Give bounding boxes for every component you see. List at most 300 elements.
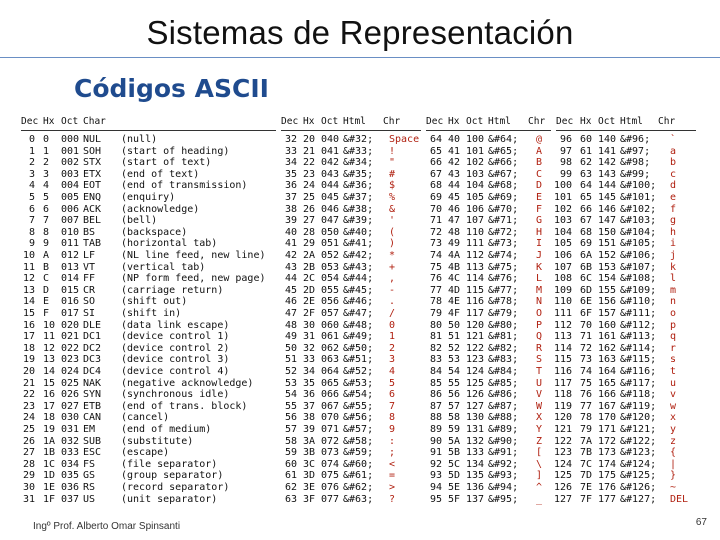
- table-cell: 171: [598, 424, 617, 435]
- table-row: [553, 284, 696, 297]
- table-cell: 46: [284, 296, 297, 308]
- table-cell: 046: [321, 203, 340, 215]
- table-cell: 121: [553, 424, 572, 435]
- table-cell: FS: [83, 458, 96, 470]
- table-cell: &#121;: [620, 424, 657, 435]
- table-row: [553, 470, 696, 482]
- table-cell: 111: [466, 238, 485, 250]
- table-cell: 54: [284, 389, 297, 401]
- table-cell: 14: [43, 366, 56, 377]
- table-row: [426, 238, 551, 250]
- table-cell: 2C: [303, 273, 316, 285]
- table-cell: &#53;: [343, 377, 374, 389]
- table-cell: 117: [553, 377, 572, 389]
- header-cell: Hx: [580, 116, 592, 127]
- table-row: [281, 262, 421, 274]
- table-cell: &#36;: [343, 180, 374, 192]
- table-cell: 60: [580, 134, 593, 145]
- table-cell: 107: [553, 261, 572, 273]
- table-cell: 126: [553, 482, 572, 493]
- table-cell: 13: [43, 354, 56, 366]
- table-cell: 61: [284, 470, 297, 482]
- table-row: [553, 180, 696, 192]
- table-cell: &#112;: [620, 319, 657, 331]
- table-header: [281, 116, 421, 131]
- table-cell: 2F: [303, 308, 316, 319]
- table-cell: 100: [466, 134, 485, 145]
- table-cell: 175: [598, 470, 617, 482]
- table-cell: (file separator): [121, 458, 218, 470]
- table-cell: &#107;: [620, 261, 657, 273]
- table-cell: 174: [598, 458, 617, 470]
- table-cell: 050: [321, 226, 340, 238]
- table-cell: 010: [61, 226, 80, 238]
- table-cell: 004: [61, 180, 80, 192]
- table-cell: 124: [466, 366, 485, 377]
- table-row: [281, 296, 421, 308]
- table-cell: 016: [61, 296, 80, 308]
- header-cell: Chr: [383, 116, 401, 127]
- table-cell: &#51;: [343, 354, 374, 366]
- table-cell: 6D: [580, 284, 593, 296]
- table-cell: Y: [536, 424, 543, 435]
- table-cell: 056: [321, 296, 340, 308]
- table-cell: &: [389, 203, 396, 215]
- table-cell: 063: [321, 354, 340, 366]
- table-cell: 6F: [580, 308, 593, 319]
- table-cell: CAN: [83, 412, 102, 424]
- table-cell: 7B: [580, 447, 593, 459]
- table-cell: 003: [61, 168, 80, 180]
- table-row: [281, 482, 421, 494]
- table-row: [553, 273, 696, 285]
- table-cell: &#68;: [488, 180, 519, 192]
- table-cell: 71: [429, 215, 442, 227]
- table-cell: 000: [61, 134, 80, 145]
- table-row: [281, 285, 421, 297]
- table-cell: &#72;: [488, 226, 519, 238]
- table-cell: 165: [598, 377, 617, 389]
- table-cell: &#127;: [620, 493, 657, 505]
- ascii-table: [21, 116, 696, 516]
- table-row: [281, 320, 421, 332]
- table-cell: 21: [303, 145, 316, 157]
- table-cell: 020: [61, 319, 80, 331]
- table-cell: &#90;: [488, 435, 519, 447]
- table-cell: 012: [61, 250, 80, 261]
- table-cell: n: [670, 296, 677, 308]
- table-row: [553, 192, 696, 204]
- table-cell: 33: [303, 354, 316, 366]
- table-cell: &#57;: [343, 424, 374, 435]
- table-cell: &#46;: [343, 296, 374, 308]
- table-row: [553, 250, 696, 262]
- table-row: [426, 146, 551, 158]
- table-row: [281, 146, 421, 158]
- table-cell: &#49;: [343, 331, 374, 343]
- table-cell: 4F: [448, 308, 461, 319]
- table-cell: 015: [61, 284, 80, 296]
- table-cell: 73: [580, 354, 593, 366]
- table-cell: 62: [580, 157, 593, 169]
- table-cell: 87: [429, 400, 442, 412]
- table-cell: 22: [303, 157, 316, 169]
- table-cell: 101: [553, 192, 572, 203]
- table-cell: EM: [83, 424, 96, 435]
- table-cell: <: [389, 458, 396, 470]
- table-cell: (end of medium): [121, 424, 212, 435]
- table-cell: &#116;: [620, 366, 657, 377]
- table-cell: 99: [559, 168, 572, 180]
- table-row: [281, 169, 421, 181]
- table-cell: &#88;: [488, 412, 519, 424]
- table-cell: &#98;: [620, 157, 651, 169]
- table-cell: 28: [22, 458, 35, 470]
- table-cell: 071: [321, 424, 340, 435]
- table-cell: &#108;: [620, 273, 657, 285]
- table-row: [21, 470, 276, 482]
- table-cell: 105: [466, 192, 485, 203]
- table-cell: ^: [536, 482, 543, 493]
- table-row: [21, 331, 276, 343]
- table-cell: 116: [466, 296, 485, 308]
- table-cell: 146: [598, 203, 617, 215]
- table-cell: 59: [448, 424, 461, 435]
- table-cell: 5E: [448, 482, 461, 493]
- header-cell: Html: [343, 116, 366, 127]
- table-cell: 54: [448, 366, 461, 377]
- table-cell: (shift out): [121, 296, 188, 308]
- table-cell: 101: [466, 145, 485, 157]
- table-cell: &#119;: [620, 400, 657, 412]
- table-cell: 12: [43, 342, 56, 354]
- table-cell: 132: [466, 435, 485, 447]
- table-cell: 3A: [303, 435, 316, 447]
- table-cell: M: [536, 284, 543, 296]
- table-cell: |: [670, 458, 677, 470]
- table-cell: (carriage return): [121, 284, 224, 296]
- table-cell: &#102;: [620, 203, 657, 215]
- table-cell: 27: [303, 215, 316, 227]
- table-cell: 125: [553, 470, 572, 482]
- table-cell: (device control 3): [121, 354, 230, 366]
- table-cell: (end of trans. block): [121, 400, 248, 412]
- table-cell: (bell): [121, 215, 158, 227]
- table-cell: 79: [580, 424, 593, 435]
- table-cell: e: [670, 192, 677, 203]
- table-row: [426, 250, 551, 262]
- table-cell: &#48;: [343, 319, 374, 331]
- table-row: [21, 412, 276, 424]
- table-cell: 9: [389, 424, 396, 435]
- table-cell: 166: [598, 389, 617, 401]
- table-cell: 4B: [448, 261, 461, 273]
- table-row: [426, 227, 551, 239]
- table-cell: (record separator): [121, 482, 230, 493]
- table-cell: 122: [466, 342, 485, 354]
- table-row: [281, 180, 421, 192]
- table-cell: 1D: [43, 470, 56, 482]
- table-cell: 045: [321, 192, 340, 203]
- table-cell: (escape): [121, 447, 170, 459]
- table-cell: (cancel): [121, 412, 170, 424]
- table-cell: /: [389, 308, 396, 319]
- table-cell: DC3: [83, 354, 102, 366]
- table-row: [281, 215, 421, 227]
- table-cell: SO: [83, 296, 96, 308]
- table-cell: 52: [448, 342, 461, 354]
- table-cell: 76: [580, 389, 593, 401]
- table-cell: (end of text): [121, 168, 200, 180]
- table-cell: 96: [559, 134, 572, 145]
- table-cell: 63: [580, 168, 593, 180]
- table-row: [21, 157, 276, 169]
- table-cell: 49: [284, 331, 297, 343]
- table-cell: 14: [22, 296, 35, 308]
- table-cell: 035: [61, 470, 80, 482]
- table-cell: NAK: [83, 377, 102, 389]
- table-header: [556, 116, 696, 131]
- table-cell: y: [670, 424, 677, 435]
- table-cell: &#126;: [620, 482, 657, 493]
- footer-author: Ingº Prof. Alberto Omar Spinsanti: [33, 521, 181, 532]
- table-cell: 21: [22, 377, 35, 389]
- table-row: [553, 319, 696, 332]
- table-cell: h: [670, 226, 677, 238]
- table-row: [281, 494, 421, 506]
- table-cell: &#124;: [620, 458, 657, 470]
- table-cell: f: [670, 203, 677, 215]
- table-cell: &#56;: [343, 412, 374, 424]
- table-cell: &#69;: [488, 192, 519, 203]
- table-cell: 141: [598, 145, 617, 157]
- header-cell: Oct: [61, 116, 79, 127]
- table-row: [281, 436, 421, 448]
- table-cell: 120: [553, 412, 572, 424]
- table-cell: U: [536, 377, 543, 389]
- table-cell: S: [536, 354, 543, 366]
- table-cell: 57: [448, 400, 461, 412]
- table-cell: &#99;: [620, 168, 651, 180]
- table-cell: 32: [284, 134, 297, 145]
- table-cell: &#40;: [343, 226, 374, 238]
- table-cell: B: [536, 157, 543, 169]
- table-cell: 123: [466, 354, 485, 366]
- table-cell: ~: [670, 482, 677, 493]
- table-cell: 154: [598, 273, 617, 285]
- table-cell: %: [389, 192, 396, 203]
- table-cell: 125: [466, 377, 485, 389]
- table-cell: O: [536, 308, 543, 319]
- table-cell: &#62;: [343, 482, 374, 493]
- table-cell: a: [670, 145, 677, 157]
- table-cell: &#82;: [488, 342, 519, 354]
- table-cell: b: [670, 157, 677, 169]
- table-cell: 7A: [580, 435, 593, 447]
- table-cell: 45: [448, 192, 461, 203]
- table-row: [426, 470, 551, 482]
- table-row: [281, 389, 421, 401]
- table-row: [21, 227, 276, 239]
- table-row: [426, 331, 551, 343]
- table-cell: 62: [284, 482, 297, 493]
- table-cell: 36: [303, 389, 316, 401]
- table-cell: 94: [429, 482, 442, 493]
- table-row: [281, 134, 421, 146]
- table-row: [556, 146, 696, 158]
- table-cell: 107: [466, 215, 485, 227]
- table-cell: 24: [303, 180, 316, 192]
- table-cell: 006: [61, 203, 80, 215]
- table-cell: 82: [429, 342, 442, 354]
- table-cell: !: [389, 145, 396, 157]
- table-cell: w: [670, 400, 677, 412]
- table-cell: &#52;: [343, 366, 374, 377]
- table-cell: 66: [429, 157, 442, 169]
- table-cell: 005: [61, 192, 80, 203]
- table-row: [21, 192, 276, 204]
- table-cell: (horizontal tab): [121, 238, 218, 250]
- table-cell: 52: [284, 366, 297, 377]
- table-cell: [: [536, 447, 543, 459]
- table-row: [553, 458, 696, 471]
- table-cell: C: [43, 273, 50, 285]
- table-cell: 044: [321, 180, 340, 192]
- table-row: [426, 354, 551, 366]
- table-cell: 5: [43, 192, 50, 203]
- header-cell: Dec: [281, 116, 299, 127]
- table-cell: 20: [22, 366, 35, 377]
- table-cell: g: [670, 215, 677, 227]
- table-row: [21, 308, 276, 320]
- table-cell: &#73;: [488, 238, 519, 250]
- table-cell: 11: [22, 261, 35, 273]
- table-cell: (null): [121, 134, 158, 145]
- table-row: [553, 261, 696, 274]
- table-cell: 143: [598, 168, 617, 180]
- table-cell: (: [389, 226, 396, 238]
- table-cell: 11: [43, 331, 56, 343]
- table-cell: 135: [466, 470, 485, 482]
- table-cell: ENQ: [83, 192, 102, 203]
- table-cell: 34: [284, 157, 297, 169]
- table-cell: 83: [429, 354, 442, 366]
- table-row: [281, 470, 421, 482]
- table-cell: 3E: [303, 482, 316, 493]
- table-cell: u: [670, 377, 677, 389]
- table-cell: 3: [389, 354, 396, 366]
- table-cell: 69: [429, 192, 442, 203]
- table-cell: 88: [429, 412, 442, 424]
- table-cell: 074: [321, 458, 340, 470]
- table-row: [553, 400, 696, 413]
- header-cell: Hx: [303, 116, 315, 127]
- table-cell: 151: [598, 238, 617, 250]
- table-row: [553, 308, 696, 320]
- table-cell: 0: [43, 134, 50, 145]
- table-cell: 48: [448, 226, 461, 238]
- table-cell: (group separator): [121, 470, 224, 482]
- table-cell: &#32;: [343, 134, 374, 145]
- table-cell: 37: [284, 192, 297, 203]
- table-cell: R: [536, 342, 543, 354]
- table-cell: &#92;: [488, 458, 519, 470]
- table-cell: &#85;: [488, 377, 519, 389]
- table-cell: N: [536, 296, 543, 308]
- table-cell: 051: [321, 238, 340, 250]
- table-cell: &#100;: [620, 180, 657, 192]
- table-cell: 22: [22, 389, 35, 401]
- table-row: [426, 343, 551, 355]
- table-cell: &#74;: [488, 250, 519, 261]
- table-row: [21, 424, 276, 436]
- table-row: [553, 226, 696, 239]
- table-cell: &#105;: [620, 238, 657, 250]
- table-cell: ,: [389, 273, 396, 285]
- table-cell: &#86;: [488, 389, 519, 401]
- table-cell: 49: [448, 238, 461, 250]
- table-cell: 0: [28, 134, 35, 145]
- table-cell: @: [536, 134, 543, 145]
- table-cell: 062: [321, 342, 340, 354]
- table-cell: &#44;: [343, 273, 374, 285]
- table-cell: D: [536, 180, 543, 192]
- table-cell: 117: [466, 308, 485, 319]
- table-cell: &#64;: [488, 134, 519, 145]
- table-cell: 054: [321, 273, 340, 285]
- table-cell: -: [389, 284, 396, 296]
- table-cell: 5: [28, 192, 35, 203]
- table-cell: 68: [429, 180, 442, 192]
- table-cell: &#110;: [620, 296, 657, 308]
- table-cell: &#60;: [343, 458, 374, 470]
- table-cell: 38: [303, 412, 316, 424]
- table-row: [281, 192, 421, 204]
- page-title: Sistemas de Representación: [146, 14, 574, 51]
- table-cell: (substitute): [121, 435, 194, 447]
- table-cell: 56: [284, 412, 297, 424]
- table-cell: 114: [466, 273, 485, 285]
- table-row: [21, 204, 276, 216]
- table-cell: (negative acknowledge): [121, 377, 254, 389]
- table-cell: 147: [598, 215, 617, 227]
- table-cell: 163: [598, 354, 617, 366]
- table-cell: 31: [22, 493, 35, 505]
- table-cell: 106: [466, 203, 485, 215]
- table-cell: 2: [43, 157, 50, 169]
- table-cell: &#91;: [488, 447, 519, 459]
- table-cell: (end of transmission): [121, 180, 248, 192]
- table-cell: 114: [553, 342, 572, 354]
- header-cell: Hx: [448, 116, 460, 127]
- table-cell: 1F: [43, 493, 56, 505]
- table-row: [553, 482, 696, 494]
- table-cell: DC4: [83, 366, 102, 377]
- table-cell: &#42;: [343, 250, 374, 261]
- table-cell: 161: [598, 331, 617, 343]
- table-cell: &#71;: [488, 215, 519, 227]
- table-cell: 043: [321, 168, 340, 180]
- table-cell: 022: [61, 342, 80, 354]
- table-cell: T: [536, 366, 543, 377]
- table-cell: 7F: [580, 493, 593, 505]
- table-cell: 140: [598, 134, 617, 145]
- table-cell: FF: [83, 273, 96, 285]
- table-cell: 077: [321, 493, 340, 505]
- table-cell: j: [670, 250, 677, 261]
- table-cell: 021: [61, 331, 80, 343]
- table-cell: A: [536, 145, 543, 157]
